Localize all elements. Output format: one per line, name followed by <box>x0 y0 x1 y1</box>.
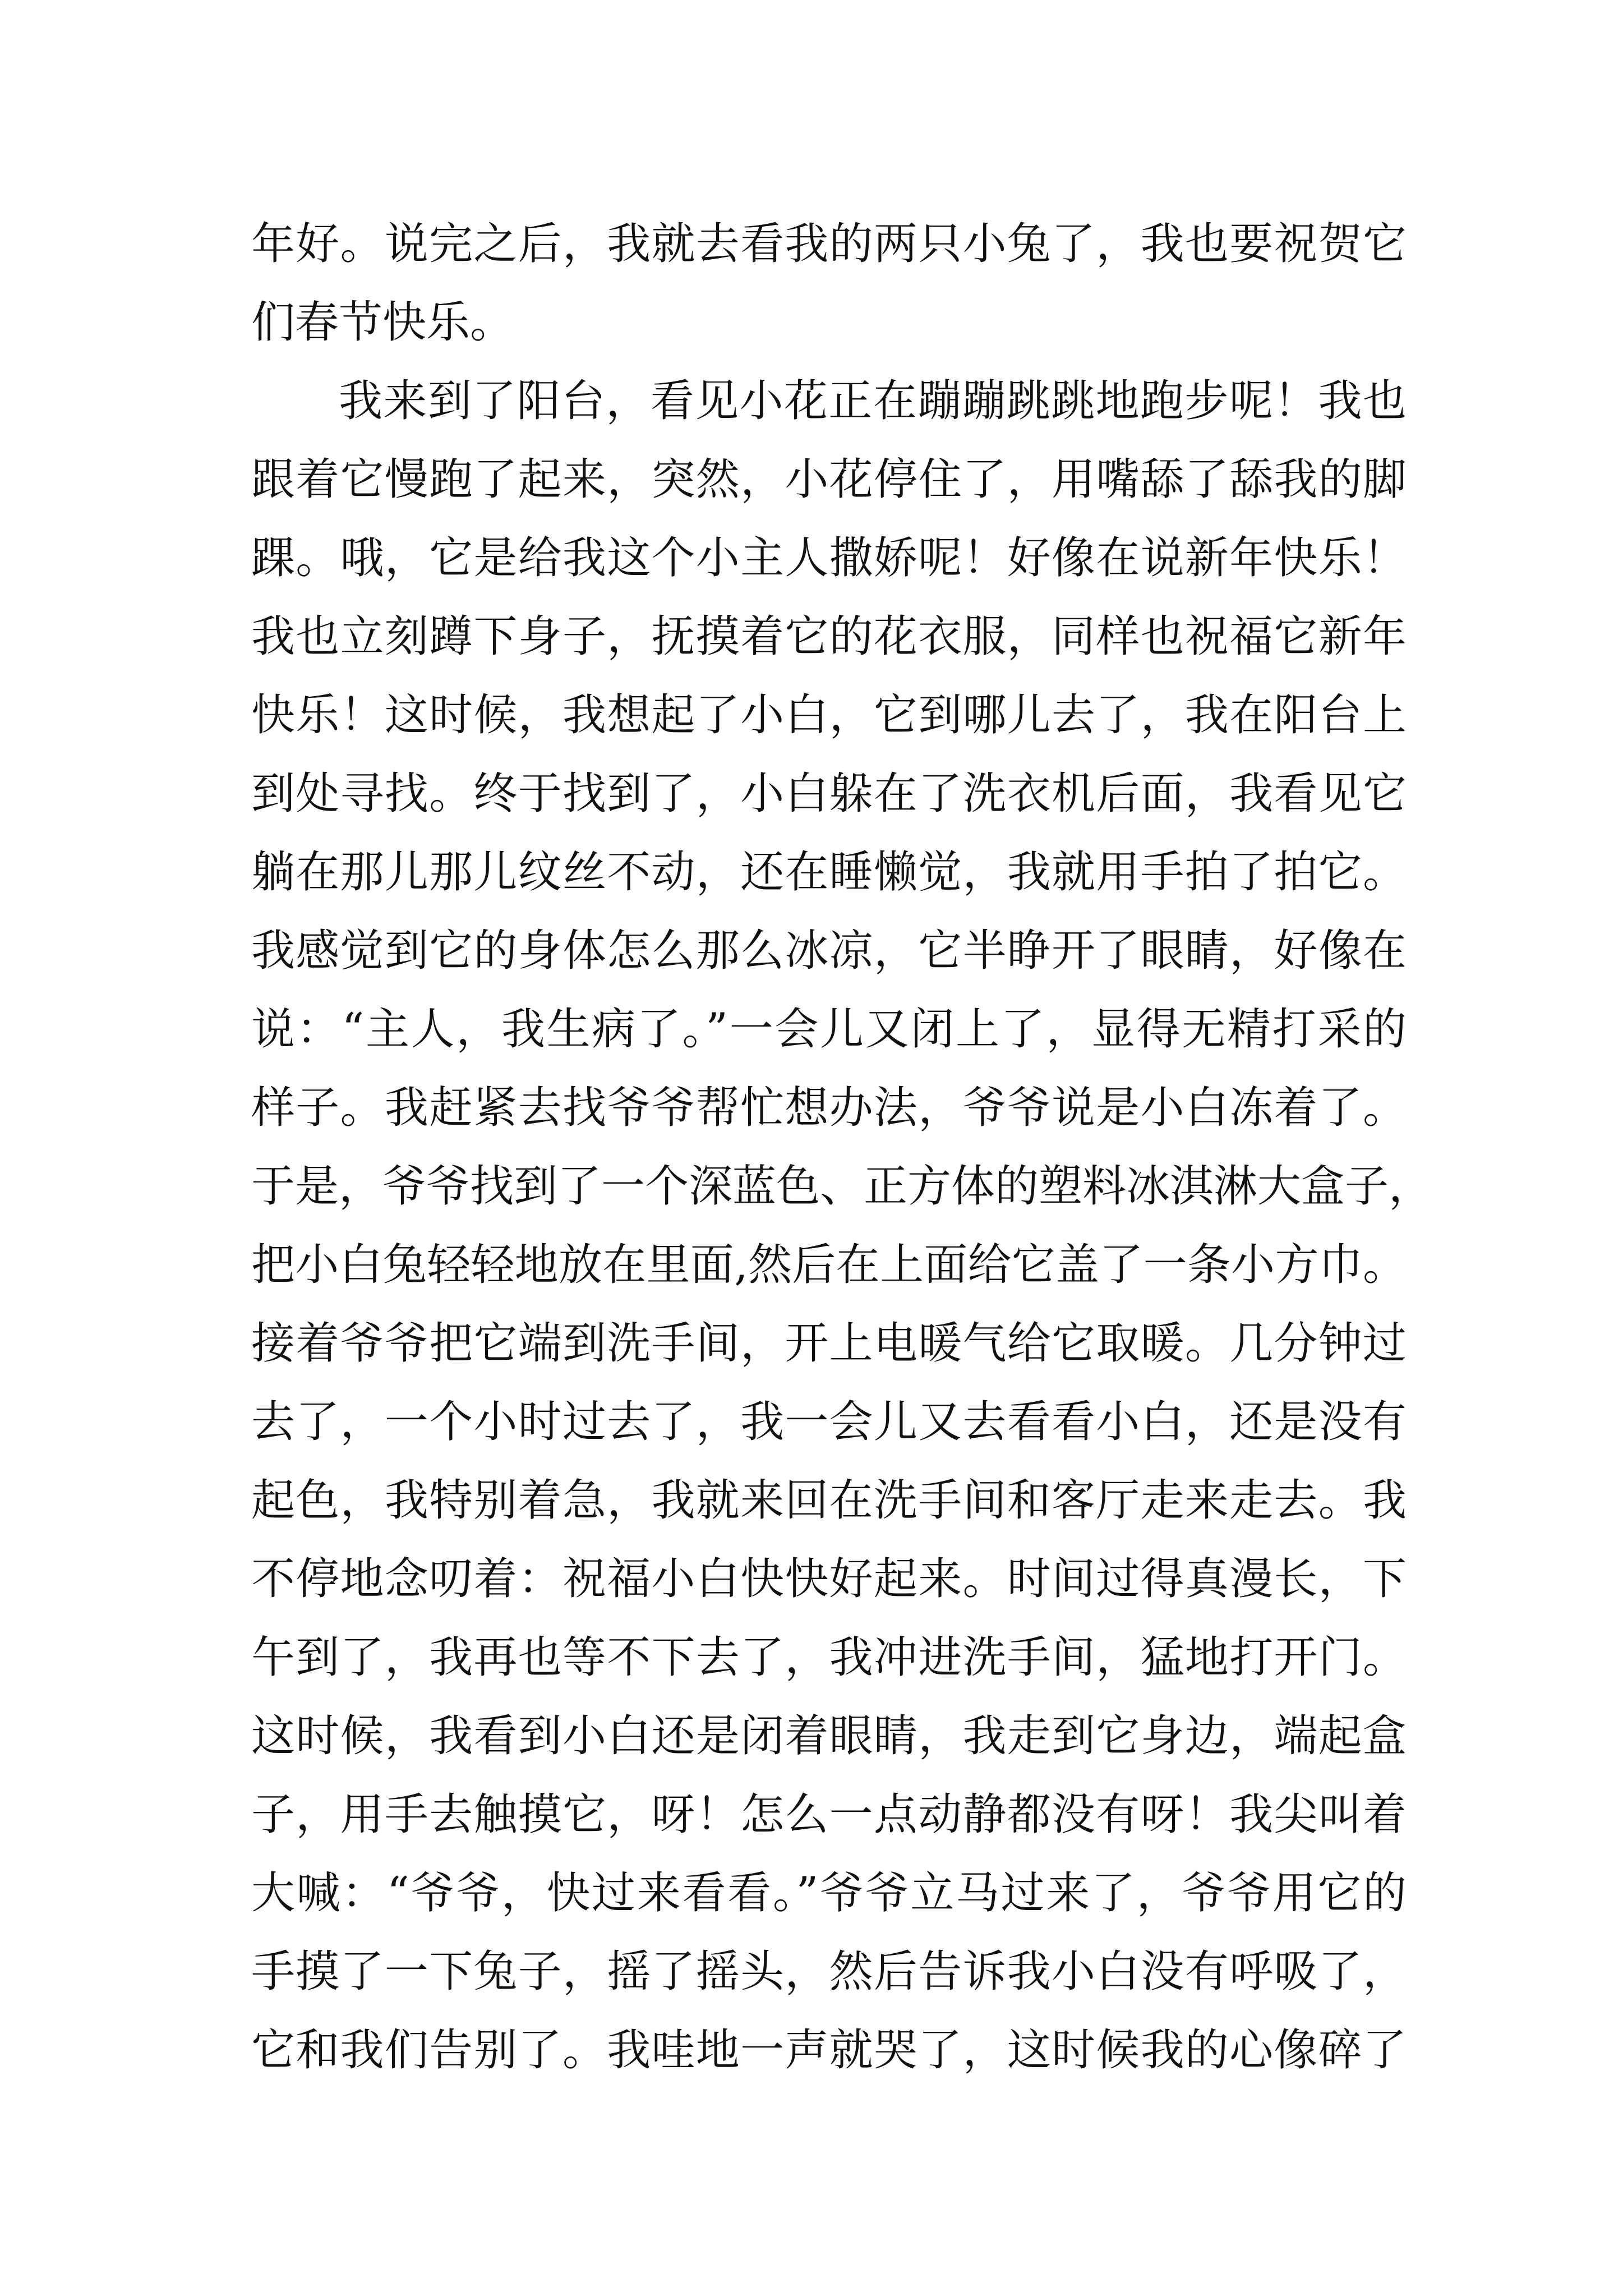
text-line: 说：“主人，我生病了。”一会儿又闭上了，显得无精打采的 <box>251 1004 1407 1055</box>
text-line: 我也立刻蹲下身子，抚摸着它的花衣服，同样也祝福它新年 <box>251 611 1407 662</box>
text-line: 午到了，我再也等不下去了，我冲进洗手间，猛地打开门。 <box>251 1632 1407 1683</box>
text-line: 年好。说完之后，我就去看我的两只小兔了，我也要祝贺它 <box>251 219 1407 269</box>
text-line: 我感觉到它的身体怎么那么冰凉，它半睁开了眼睛，好像在 <box>251 926 1407 976</box>
text-line: 接着爷爷把它端到洗手间，开上电暖气给它取暖。几分钟过 <box>251 1318 1407 1369</box>
text-line: 子，用手去触摸它，呀！怎么一点动静都没有呀！我尖叫着 <box>251 1789 1407 1840</box>
text-line-indented: 我来到了阳台，看见小花正在蹦蹦跳跳地跑步呢！我也 <box>339 376 1407 426</box>
text-line: 不停地念叨着：祝福小白快快好起来。时间过得真漫长，下 <box>251 1554 1407 1604</box>
text-line: 它和我们告别了。我哇地一声就哭了，这时候我的心像碎了 <box>251 2025 1407 2076</box>
text-line: 大喊：“爷爷，快过来看看。”爷爷立马过来了，爷爷用它的 <box>251 1868 1407 1918</box>
text-line: 把小白兔轻轻地放在里面,然后在上面给它盖了一条小方巾。 <box>251 1240 1407 1290</box>
text-line: 躺在那儿那儿纹丝不动，还在睡懒觉，我就用手拍了拍它。 <box>251 847 1407 898</box>
text-line: 快乐！这时候，我想起了小白，它到哪儿去了，我在阳台上 <box>251 690 1407 740</box>
text-line: 于是，爷爷找到了一个深蓝色、正方体的塑料冰淇淋大盒子， <box>251 1161 1433 1212</box>
text-line: 到处寻找。终于找到了，小白躲在了洗衣机后面，我看见它 <box>251 769 1407 819</box>
text-line: 跟着它慢跑了起来，突然，小花停住了，用嘴舔了舔我的脚 <box>251 454 1407 505</box>
text-line: 样子。我赶紧去找爷爷帮忙想办法，爷爷说是小白冻着了。 <box>251 1083 1407 1133</box>
text-line: 这时候，我看到小白还是闭着眼睛，我走到它身边，端起盒 <box>251 1711 1407 1761</box>
text-line: 去了，一个小时过去了，我一会儿又去看看小白，还是没有 <box>251 1397 1407 1447</box>
text-line: 踝。哦，它是给我这个小主人撒娇呢！好像在说新年快乐！ <box>251 533 1407 583</box>
text-line: 手摸了一下兔子，摇了摇头，然后告诉我小白没有呼吸了， <box>251 1947 1407 1997</box>
text-line: 起色，我特别着急，我就来回在洗手间和客厅走来走去。我 <box>251 1475 1407 1526</box>
text-line: 们春节快乐。 <box>251 297 514 348</box>
